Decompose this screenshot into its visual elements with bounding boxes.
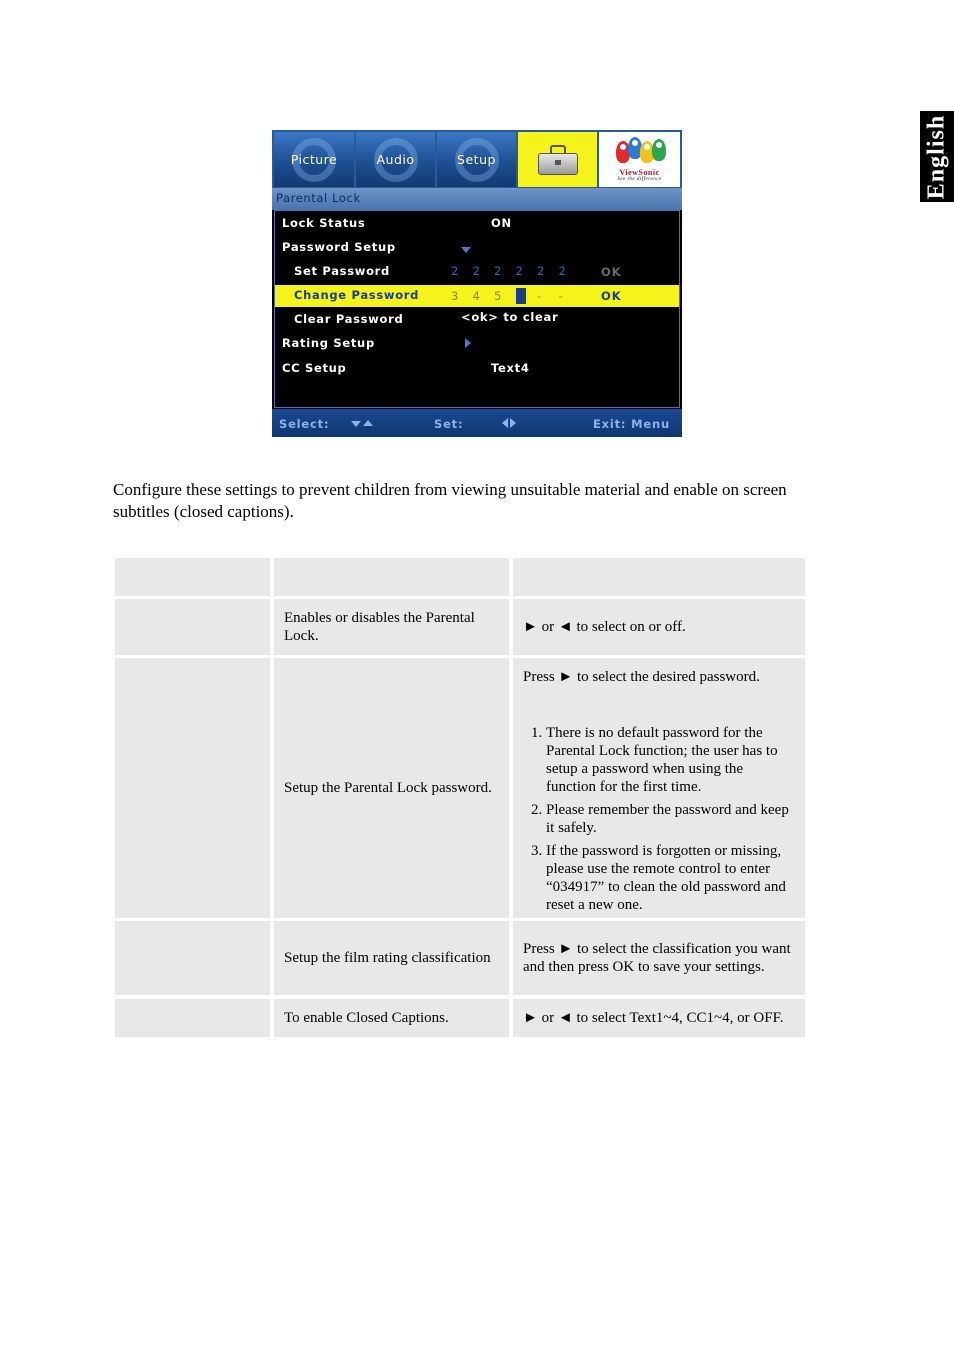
list-item: 3. If the password is forgotten or missing, please use the remote control to enter “034917” to clean the old password and reset a new one. [546,842,795,914]
password-digit: 5 [494,288,502,303]
table-header-cell [274,558,509,596]
table-row [113,999,807,1037]
chevron-down-icon [461,247,471,253]
password-setup-operation: Press ► to select the desired password. [523,669,760,685]
text-cursor [516,288,526,304]
table-cell-description [274,921,509,995]
table-header-row [113,558,807,596]
rating-setup-operation: Press ► to select the classification you want and then press OK to save your settings. [523,941,791,975]
arrow-left-icon [502,418,508,428]
lock-status-description: Enables or disables the Parental Lock. [284,610,475,644]
footer-select-label: Select: [279,417,330,431]
osd-row-value: <ok> to clear [461,310,559,324]
osd-row-label: Clear Password [294,312,404,326]
password-digit: 2 [537,264,545,278]
arrow-down-icon [351,421,361,427]
table-cell-description [274,599,509,655]
table-row [113,658,807,918]
table-cell-description [274,658,509,918]
password-digits [451,288,580,304]
password-digit: - [537,288,542,303]
osd-row-lock-status[interactable] [275,213,679,235]
table-cell-operation [513,599,805,655]
osd-tab-setup[interactable] [437,132,516,187]
password-digit: 2 [558,264,566,278]
password-digit: 2 [472,264,480,278]
osd-parental-lock-screenshot [272,130,682,437]
password-digit: - [558,288,563,303]
osd-tab-audio[interactable] [356,132,435,187]
osd-tab-bar [272,130,682,188]
password-digit-cursor [516,288,538,304]
toolbox-icon [538,145,578,175]
table-cell-description [274,999,509,1037]
arrow-right-icon [510,418,516,428]
password-digit: 2 [494,264,502,278]
arrow-up-icon [363,420,373,426]
osd-row-value: ON [491,216,512,230]
table-cell-operation [513,658,805,918]
chevron-right-icon [465,338,471,348]
table-cell-operation [513,999,805,1037]
table-cell-item [115,921,270,995]
table-header-cell [513,558,805,596]
osd-tab-parental-lock[interactable] [518,132,597,187]
osd-tab-setup-label: Setup [457,152,496,167]
footer-exit-label: Exit: Menu [593,417,670,431]
logo-tagline: See the difference [617,177,662,182]
osd-tab-picture[interactable] [274,132,354,187]
osd-footer-bar [272,409,682,437]
osd-menu-heading [272,188,682,210]
osd-menu-heading-label: Parental Lock [276,191,361,205]
osd-row-cc-setup[interactable] [275,358,679,380]
osd-menu-panel [274,210,680,408]
intro-paragraph: Configure these settings to prevent children from viewing unsuitable material and enable on screen subtitles (closed captions). [113,480,787,521]
password-digits [451,264,580,278]
table-cell-operation [513,921,805,995]
osd-row-set-password[interactable] [275,261,679,283]
language-tab [920,111,954,202]
osd-row-password-setup[interactable] [275,237,679,259]
osd-row-label: Change Password [294,288,420,302]
footer-set-label: Set: [434,417,464,431]
table-cell-item [115,599,270,655]
password-setup-description: Setup the Parental Lock password. [284,780,492,796]
osd-tab-picture-label: Picture [290,152,338,167]
password-digit: 4 [472,288,480,303]
osd-row-rating-setup[interactable] [275,333,679,355]
osd-row-clear-password[interactable] [275,309,679,331]
password-digit: 2 [515,264,523,278]
rating-setup-description: Setup the film rating classification [284,950,491,966]
language-tab-label: English [923,114,950,199]
osd-row-label: Rating Setup [282,336,375,350]
password-notes-list [523,724,795,914]
table-cell-item [115,999,270,1037]
osd-row-value: Text4 [491,361,530,375]
list-item: 2. Please remember the password and keep it safely. [546,801,795,837]
list-item: 1. There is no default password for the Parental Lock function; the user has to setup a password when using the function for the first time. [546,724,795,796]
cc-setup-description: To enable Closed Captions. [284,1010,449,1026]
osd-row-label: Lock Status [282,216,366,230]
osd-row-change-password[interactable] [275,285,679,307]
table-cell-item [115,658,270,918]
osd-row-label: Password Setup [282,240,396,254]
osd-tab-audio-label: Audio [376,152,415,167]
table-row [113,599,807,655]
osd-ok-button[interactable]: OK [601,289,622,303]
table-header-cell [115,558,270,596]
cc-setup-operation: ► or ◄ to select Text1~4, CC1~4, or OFF. [523,1010,784,1026]
osd-ok-button[interactable]: OK [601,265,622,279]
osd-row-label: CC Setup [282,361,347,375]
osd-row-label: Set Password [294,264,390,278]
birds-icon [614,137,666,167]
password-digit: 2 [451,264,459,278]
lock-status-operation: ► or ◄ to select on or off. [523,619,686,635]
password-digit: 3 [451,288,459,303]
table-row [113,921,807,995]
logo-brand: ViewSonic [619,168,660,177]
viewsonic-logo [599,132,680,187]
